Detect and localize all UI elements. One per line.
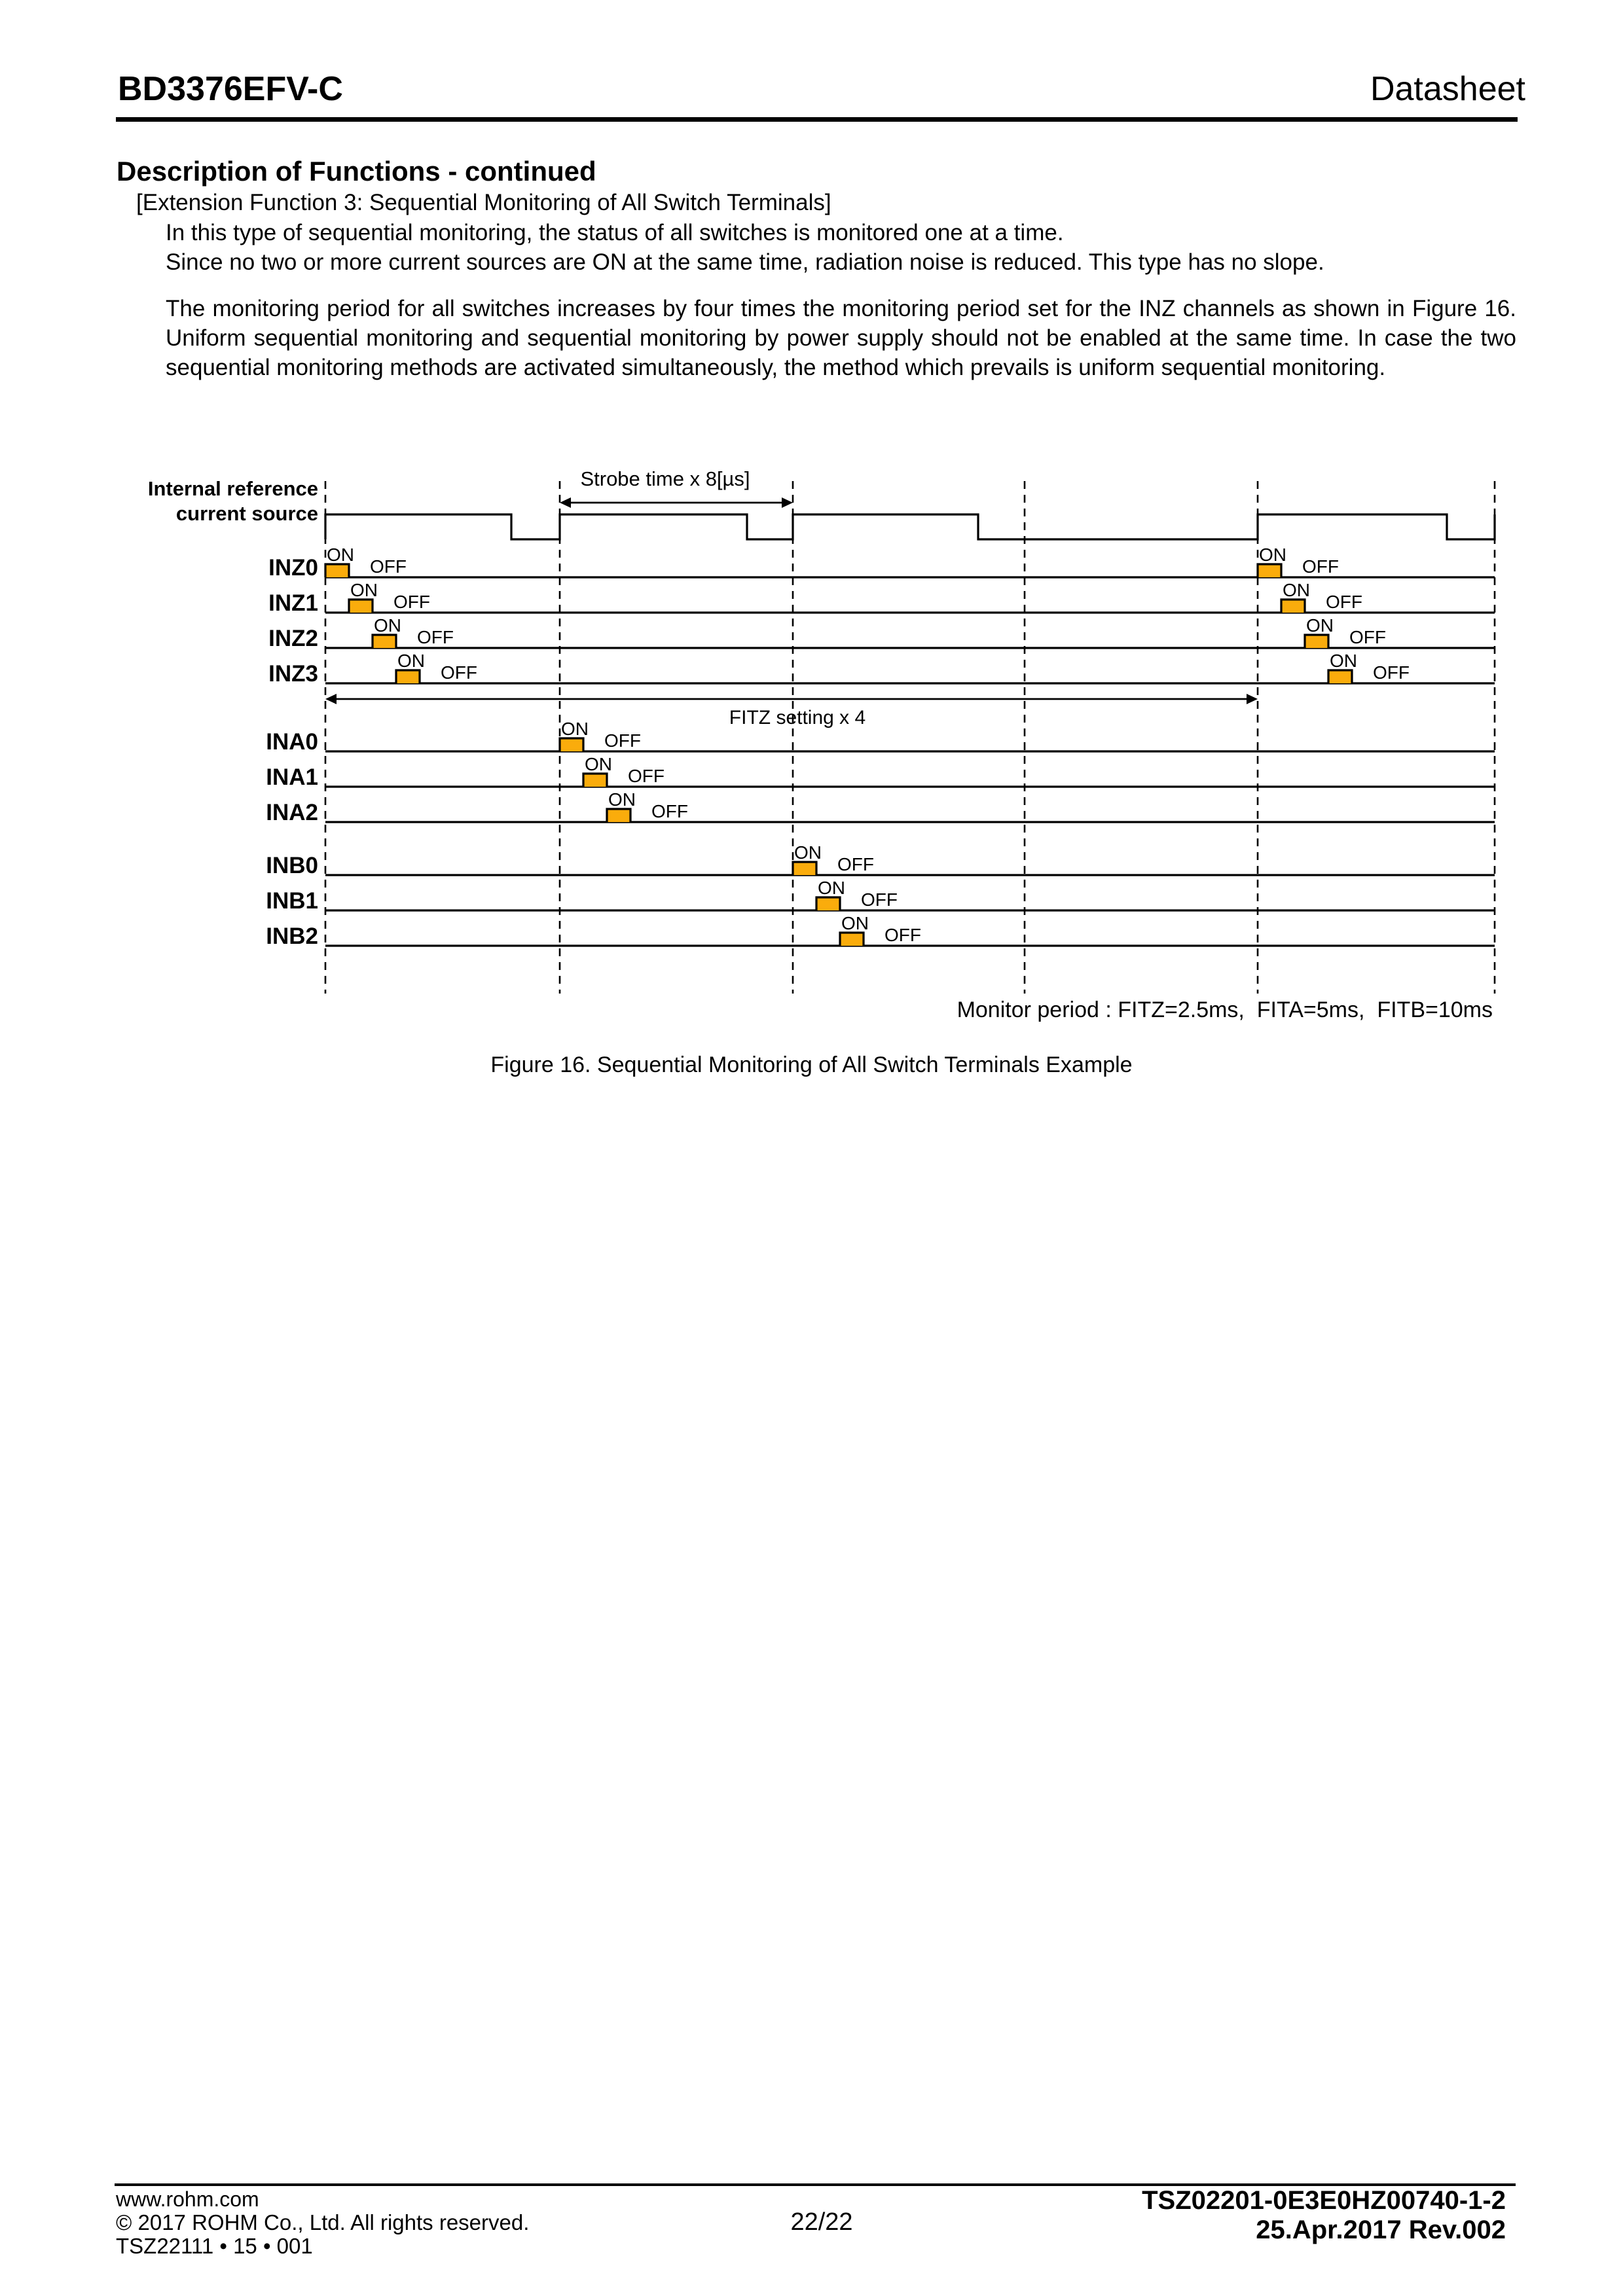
on-pulse-INB1: [816, 897, 840, 910]
footer-doc-code-right: TSZ02201-0E3E0HZ00740-1-2: [1142, 2186, 1506, 2215]
figure-caption: Figure 16. Sequential Monitoring of All Switch Terminals Example: [490, 1052, 1133, 1077]
off-label: OFF: [393, 592, 430, 612]
on-pulse-INZ1: [1281, 600, 1305, 613]
body-line-1: In this type of sequential monitoring, the status of all switches is monitored one at a time.: [166, 220, 1064, 245]
on-label: ON: [1283, 580, 1310, 600]
off-label: OFF: [417, 627, 454, 647]
off-label: OFF: [370, 556, 407, 577]
off-label: OFF: [651, 801, 688, 821]
on-pulse-INA2: [607, 809, 630, 822]
channel-label-INB0: INB0: [266, 853, 318, 878]
on-label: ON: [350, 580, 378, 600]
on-pulse-INZ0: [325, 564, 349, 577]
on-label: ON: [374, 615, 401, 636]
channel-label-INZ3: INZ3: [268, 661, 318, 687]
on-label: ON: [841, 913, 869, 933]
footer-copyright: © 2017 ROHM Co., Ltd. All rights reserved.: [116, 2210, 530, 2234]
channel-label-INB1: INB1: [266, 888, 318, 914]
strobe-time-label: Strobe time x 8[µs]: [580, 467, 750, 490]
ref-source-label-line1: Internal reference: [147, 477, 318, 500]
channel-label-INB2: INB2: [266, 924, 318, 949]
on-label: ON: [1330, 651, 1357, 671]
off-label: OFF: [604, 730, 641, 751]
ref-source-label-line2: current source: [175, 502, 318, 525]
section-title: Description of Functions - continued: [117, 156, 596, 187]
fitz-setting-label: FITZ setting x 4: [729, 707, 866, 728]
header-rule: [116, 117, 1518, 122]
channel-label-INZ1: INZ1: [268, 590, 318, 616]
channel-label-INA0: INA0: [266, 729, 318, 755]
channel-label-INA2: INA2: [266, 800, 318, 825]
on-label: ON: [1306, 615, 1334, 636]
on-label: ON: [794, 842, 822, 863]
part-number: BD3376EFV-C: [118, 70, 343, 108]
on-label: ON: [818, 878, 845, 898]
fitz-setting-arrow-arrowhead-left: [325, 694, 337, 704]
on-pulse-INZ2: [1305, 635, 1328, 648]
on-pulse-INA0: [560, 738, 583, 751]
on-pulse-INZ1: [349, 600, 373, 613]
on-label: ON: [327, 545, 354, 565]
off-label: OFF: [441, 662, 477, 683]
off-label: OFF: [628, 766, 665, 786]
footer-website: www.rohm.com: [116, 2187, 259, 2211]
on-pulse-INB0: [793, 862, 816, 875]
on-label: ON: [585, 754, 612, 774]
off-label: OFF: [837, 854, 874, 874]
on-label: ON: [608, 789, 636, 810]
timing-diagram: [0, 432, 1623, 1047]
off-label: OFF: [1349, 627, 1386, 647]
on-label: ON: [1259, 545, 1286, 565]
footer-revision: 25.Apr.2017 Rev.002: [1256, 2215, 1506, 2244]
off-label: OFF: [1326, 592, 1362, 612]
channel-label-INA1: INA1: [266, 764, 318, 790]
on-pulse-INZ3: [396, 670, 420, 683]
strobe-time-arrow-arrowhead-left: [560, 497, 571, 508]
subsection-title: [Extension Function 3: Sequential Monitoring of All Switch Terminals]: [136, 190, 831, 215]
on-pulse-INA1: [583, 774, 607, 787]
doc-type-label: Datasheet: [1370, 70, 1525, 108]
on-pulse-INB2: [840, 933, 864, 946]
on-pulse-INZ3: [1328, 670, 1352, 683]
off-label: OFF: [1302, 556, 1339, 577]
off-label: OFF: [861, 889, 898, 910]
monitor-period-note: Monitor period : FITZ=2.5ms, FITA=5ms, FITB=10ms: [957, 997, 1493, 1022]
on-label: ON: [561, 719, 589, 739]
off-label: OFF: [884, 925, 921, 945]
strobe-time-arrow-arrowhead-right: [782, 497, 793, 508]
page-number: 22/22: [790, 2208, 853, 2236]
off-label: OFF: [1373, 662, 1410, 683]
channel-label-INZ0: INZ0: [268, 555, 318, 581]
on-pulse-INZ0: [1258, 564, 1281, 577]
on-pulse-INZ2: [373, 635, 396, 648]
on-label: ON: [397, 651, 425, 671]
fitz-setting-arrow-arrowhead-right: [1247, 694, 1258, 704]
footer-doc-code-left: TSZ22111 • 15 • 001: [116, 2234, 313, 2258]
ref-current-source-waveform: [325, 514, 1495, 539]
channel-label-INZ2: INZ2: [268, 626, 318, 651]
body-line-2: Since no two or more current sources are ON at the same time, radiation noise is reduced. This type has no slope.: [166, 249, 1324, 275]
body-paragraph: The monitoring period for all switches increases by four times the monitoring period set for the INZ channels as shown in Figure 16. Uniform sequential monitoring and sequential monitoring by power supply should not be enabled at the same time. In case the two sequential monitoring methods are activated simultaneously, the method which prevails is uniform sequential monitoring.: [166, 296, 1516, 380]
